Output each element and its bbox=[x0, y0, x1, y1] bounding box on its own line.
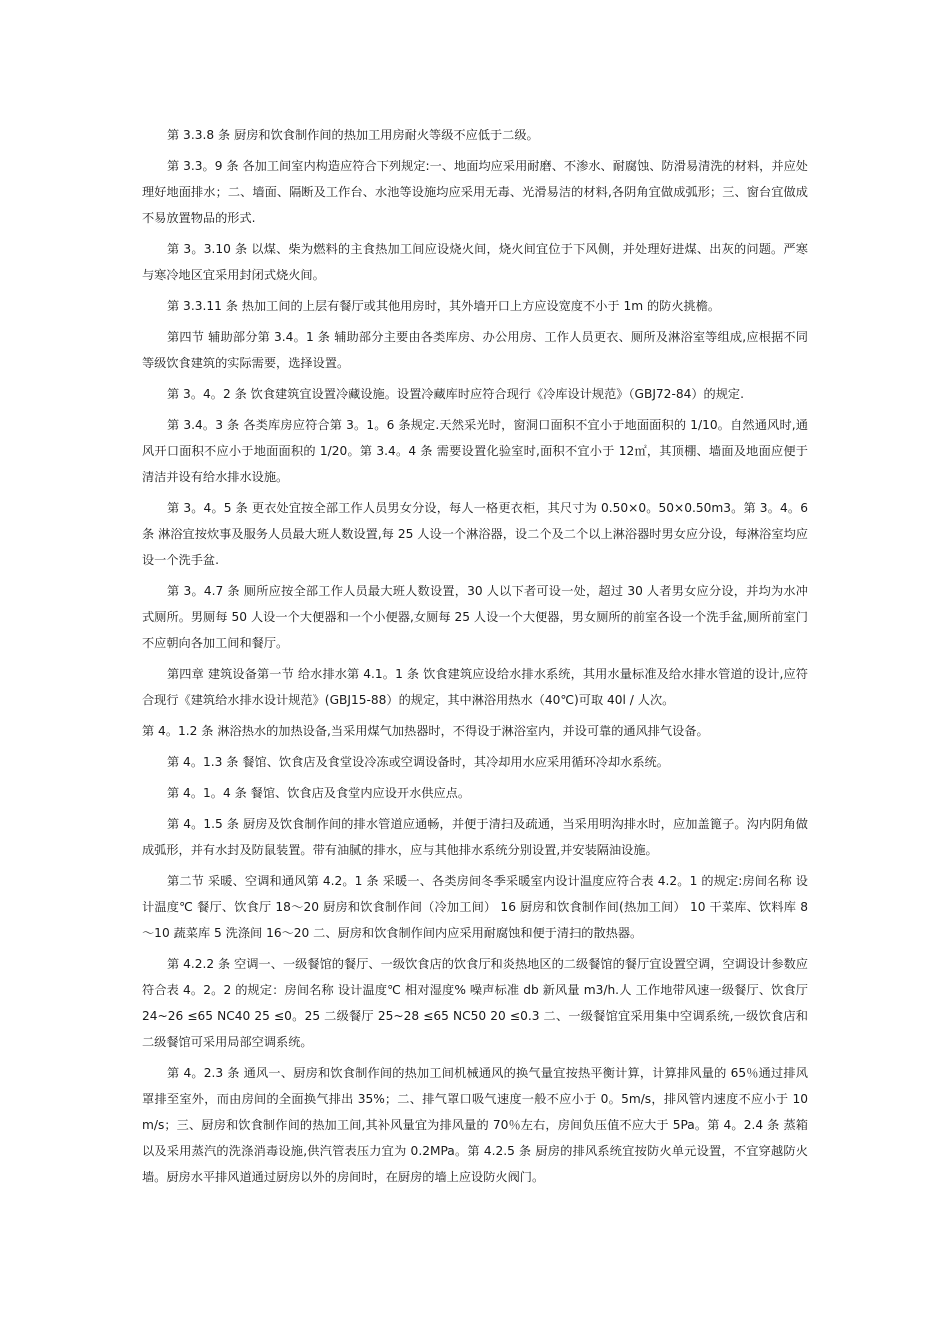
document-paragraph: 第四节 辅助部分第 3.4。1 条 辅助部分主要由各类库房、办公用房、工作人员更衣、厕所及淋浴室等组成,应根据不同等级饮食建筑的实际需要，选择设置。 bbox=[142, 330, 808, 370]
document-paragraph: 第 3。4。2 条 饮食建筑宜设置冷藏设施。设置冷藏库时应符合现行《冷库设计规范》（GBJ72-84）的规定. bbox=[167, 387, 744, 401]
document-paragraph: 第 3.4。3 条 各类库房应符合第 3。1。6 条规定.天然采光时，窗洞口面积不宜小于地面面积的 1/10。自然通风时,通风开口面积不应小于地面面积的 1/20。第 3.4。4 条 需要设置化验室时,面积不宜小于 12㎡，其顶棚、墙面及地面应便于清洁并设有给水排水设施。 bbox=[142, 418, 808, 484]
document-paragraph: 第 3.3.11 条 热加工间的上层有餐厅或其他用房时，其外墙开口上方应设宽度不小于 1m 的防火挑檐。 bbox=[167, 299, 721, 313]
document-paragraph: 第 4.2.2 条 空调一、一级餐馆的餐厅、一级饮食店的饮食厅和炎热地区的二级餐馆的餐厅宜设置空调，空调设计参数应符合表 4。2。2 的规定：房间名称 设计温度℃ 相对湿度% 噪声标准 db 新风量 m3/h.人 工作地带风速一级餐厅、饮食厅 24~26 ≤65 NC40 25 ≤0。25 二级餐厅 25~28 ≤65 NC50 20 ≤0.3 二、一级餐馆宜采用集中空调系统,一级饮食店和二级餐馆可采用局部空调系统。 bbox=[142, 957, 808, 1049]
document-body bbox=[142, 122, 808, 1195]
document-paragraph: 第 3。4。5 条 更衣处宜按全部工作人员男女分设，每人一格更衣柜，其尺寸为 0.50×0。50×0.50m3。第 3。4。6 条 淋浴宜按炊事及服务人员最大班人数设置,每 25 人设一个淋浴器，设二个及二个以上淋浴器时男女应分设，每淋浴室均应设一个洗手盆. bbox=[142, 501, 808, 567]
document-paragraph: 第 4。1.3 条 餐馆、饮食店及食堂设冷冻或空调设备时，其冷却用水应采用循环冷却水系统。 bbox=[167, 755, 669, 769]
document-paragraph: 第 3.3。9 条 各加工间室内构造应符合下列规定:一、地面均应采用耐磨、不渗水、耐腐蚀、防滑易清洗的材料，并应处理好地面排水；二、墙面、隔断及工作台、水池等设施均应采用无毒、光滑易洁的材料,各阴角宜做成弧形；三、窗台宜做成不易放置物品的形式. bbox=[142, 159, 808, 225]
document-paragraph: 第 3.3.8 条 厨房和饮食制作间的热加工用房耐火等级不应低于二级。 bbox=[167, 128, 539, 142]
document-paragraph: 第 4。1.2 条 淋浴热水的加热设备,当采用煤气加热器时，不得设于淋浴室内，并设可靠的通风排气设备。 bbox=[142, 724, 709, 738]
document-paragraph: 第 4。1。4 条 餐馆、饮食店及食堂内应设开水供应点。 bbox=[167, 786, 471, 800]
document-paragraph: 第 4。1.5 条 厨房及饮食制作间的排水管道应通畅，并便于清扫及疏通，当采用明沟排水时，应加盖篦子。沟内阴角做成弧形，并有水封及防鼠装置。带有油腻的排水，应与其他排水系统分别设置,并安装隔油设施。 bbox=[142, 817, 808, 857]
document-paragraph: 第 3。4.7 条 厕所应按全部工作人员最大班人数设置，30 人以下者可设一处，超过 30 人者男女应分设，并均为水冲式厕所。男厕每 50 人设一个大便器和一个小便器,女厕每 25 人设一个大便器，男女厕所的前室各设一个洗手盆,厕所前室门不应朝向各加工间和餐厅。 bbox=[142, 584, 808, 650]
document-paragraph: 第 3。3.10 条 以煤、柴为燃料的主食热加工间应设烧火间，烧火间宜位于下风侧，并处理好进煤、出灰的问题。严寒与寒冷地区宜采用封闭式烧火间。 bbox=[142, 242, 808, 282]
document-paragraph: 第四章 建筑设备第一节 给水排水第 4.1。1 条 饮食建筑应设给水排水系统，其用水量标准及给水排水管道的设计,应符合现行《建筑给水排水设计规范》(GBJ15-88）的规定，其中淋浴用热水（40℃)可取 40l / 人次。 bbox=[142, 667, 808, 707]
document-paragraph: 第 4。2.3 条 通风一、厨房和饮食制作间的热加工间机械通风的换气量宜按热平衡计算，计算排风量的 65％通过排风罩排至室外，而由房间的全面换气排出 35%；二、排气罩口吸气速度一般不应小于 0。5m/s，排风管内速度不应小于 10m/s；三、厨房和饮食制作间的热加工间,其补风量宜为排风量的 70％左右，房间负压值不应大于 5Pa。第 4。2.4 条 蒸箱以及采用蒸汽的洗涤消毒设施,供汽管表压力宜为 0.2MPa。第 4.2.5 条 厨房的排风系统宜按防火单元设置，不宜穿越防火墙。厨房水平排风道通过厨房以外的房间时，在厨房的墙上应设防火阀门。 bbox=[142, 1066, 808, 1184]
document-paragraph: 第二节 采暖、空调和通风第 4.2。1 条 采暖一、各类房间冬季采暖室内设计温度应符合表 4.2。1 的规定:房间名称 设计温度℃ 餐厅、饮食厅 18～20 厨房和饮食制作间（冷加工间） 16 厨房和饮食制作间(热加工间） 10 干菜库、饮料库 8～10 蔬菜库 5 洗涤间 16～20 二、厨房和饮食制作间内应采用耐腐蚀和便于清扫的散热器。 bbox=[142, 874, 808, 940]
